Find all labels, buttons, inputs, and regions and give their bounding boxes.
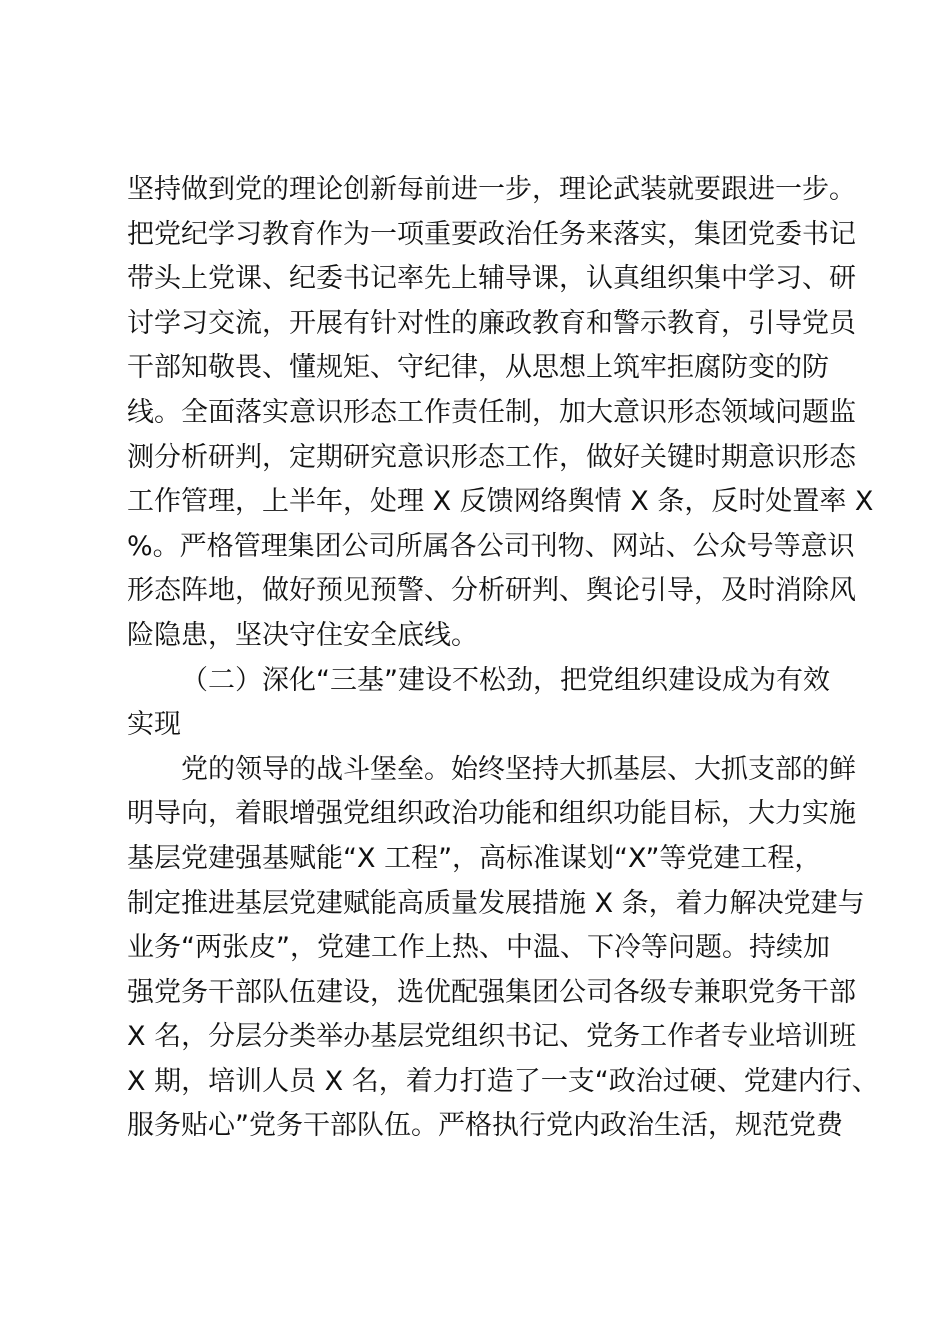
text-line: 业务“两张皮”，党建工作上热、中温、下冷等问题。持续加 [127,932,830,964]
text-line: 线。全面落实意识形态工作责任制，加大意识形态领域问题监 [127,396,856,428]
paragraph-party-building [127,748,879,1149]
document-body [127,168,879,1149]
text-line: 讨学习交流，开展有针对性的廉政教育和警示教育，引导党员 [127,307,856,339]
text-line: X 期，培训人员 X 名，着力打造了一支“政治过硬、党建内行、 [127,1065,879,1097]
text-line: 工作管理，上半年，处理 X 反馈网络舆情 X 条，反时处置率 X [127,486,874,518]
heading-line: （二）深化“三基”建设不松劲，把党组织建设成为有效 [181,664,830,696]
text-line: 带头上党课、纪委书记率先上辅导课，认真组织集中学习、研 [127,263,856,295]
text-line: %。严格管理集团公司所属各公司刊物、网站、公众号等意识 [127,530,855,562]
section-heading-2 [127,659,837,748]
heading-line: 实现 [127,709,181,741]
text-line: 险隐患，坚决守住安全底线。 [127,619,478,651]
text-line: 干部知敬畏、懂规矩、守纪律，从思想上筑牢拒腐防变的防 [127,352,829,384]
text-line: 基层党建强基赋能“X 工程”，高标准谋划“X”等党建工程， [127,842,822,874]
text-line: 强党务干部队伍建设，选优配强集团公司各级专兼职党务干部 [127,976,856,1008]
text-line: 制定推进基层党建赋能高质量发展措施 X 条，着力解决党建与 [127,887,865,919]
text-line: X 名，分层分类举办基层党组织书记、党务工作者专业培训班 [127,1021,857,1053]
text-line: 测分析研判，定期研究意识形态工作，做好关键时期意识形态 [127,441,856,473]
text-line: 明导向，着眼增强党组织政治功能和组织功能目标，大力实施 [127,798,856,830]
paragraph-ideology [127,168,874,659]
text-line: 坚持做到党的理论创新每前进一步，理论武装就要跟进一步。 [127,174,856,205]
text-line: 党的领导的战斗堡垒。始终坚持大抓基层、大抓支部的鲜 [181,753,856,785]
text-line: 服务贴心”党务干部队伍。严格执行党内政治生活，规范党费 [127,1110,843,1142]
text-line: 把党纪学习教育作为一项重要政治任务来落实，集团党委书记 [127,218,856,250]
text-line: 形态阵地，做好预见预警、分析研判、舆论引导，及时消除风 [127,575,856,607]
